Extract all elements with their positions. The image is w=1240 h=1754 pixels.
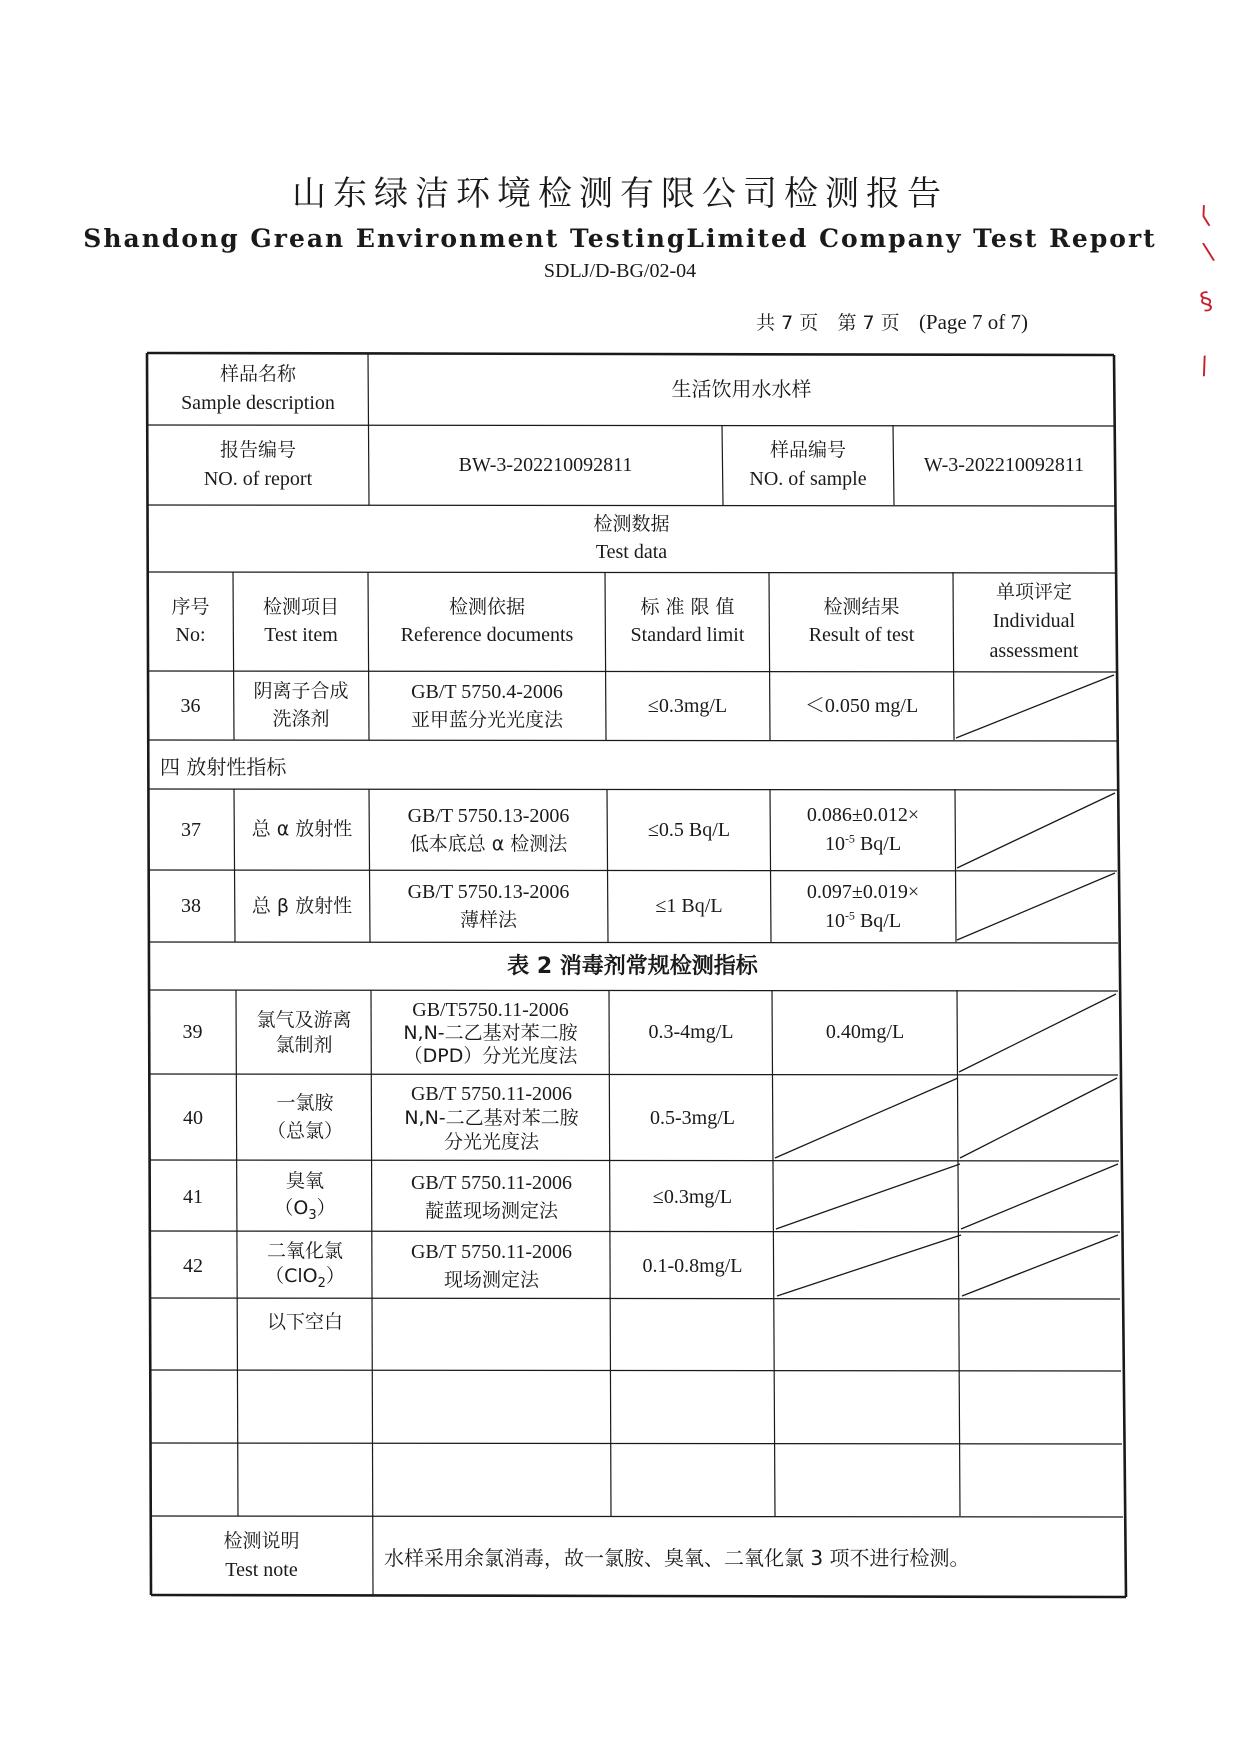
row-38-result: 0.097±0.019× $10^{-5}$ Bq/L bbox=[806, 880, 920, 932]
column-header-standard-limit: 标 准 限 值 Standard limit bbox=[630, 595, 745, 647]
sample-description-label: 样品名称 Sample description bbox=[181, 363, 335, 414]
column-header-result: 检测结果 Result of test bbox=[808, 595, 915, 647]
document-code: SDLJ/D-BG/02-04 bbox=[543, 260, 697, 282]
table-border-bottom bbox=[151, 1595, 1126, 1597]
row-36-item: 阴离子合成 洗涤剂 bbox=[253, 680, 349, 730]
page-total: 共 7 页 bbox=[756, 312, 819, 334]
seal-fragment-mark: ∖ bbox=[1196, 237, 1219, 269]
row-39-no: 39 bbox=[182, 1021, 203, 1043]
row-38-no: 38 bbox=[181, 895, 201, 917]
report-title-cn: 山东绿洁环境检测有限公司检测报告 bbox=[292, 174, 948, 214]
table-2-caption: 表 2 消毒剂常规检测指标 bbox=[507, 953, 758, 979]
page-current: 第 7 页 bbox=[837, 312, 900, 334]
row-37-item: 总 α 放射性 bbox=[251, 818, 353, 841]
row-37-limit: ≤0.5 Bq/L bbox=[647, 818, 731, 841]
column-header-no: 序号 No: bbox=[171, 595, 210, 647]
row-36-limit: ≤0.3mg/L bbox=[647, 694, 728, 717]
sample-number-label: 样品编号 NO. of sample bbox=[749, 439, 867, 490]
row-37-reference: GB/T 5750.13-2006 低本底总 α 检测法 bbox=[407, 804, 570, 855]
report-number-label: 报告编号 NO. of report bbox=[203, 439, 313, 490]
seal-fragment-mark: / bbox=[1196, 350, 1212, 381]
row-40-no: 40 bbox=[183, 1106, 203, 1129]
row-38-reference: GB/T 5750.13-2006 薄样法 bbox=[407, 881, 570, 932]
column-header-test-item: 检测项目 Test item bbox=[262, 595, 339, 647]
row-36-result: ＜0.050 mg/L bbox=[804, 694, 919, 717]
report-number-value: BW-3-202210092811 bbox=[458, 454, 633, 476]
report-title-en: Shandong Grean Environment TestingLimited Company Test Report bbox=[83, 224, 1157, 253]
section-radioactivity: 四 放射性指标 bbox=[160, 754, 287, 779]
sample-number-value: W-3-202210092811 bbox=[923, 454, 1085, 476]
row-40-item: 一氯胺 （总氯） bbox=[266, 1092, 343, 1142]
row-41-limit: ≤0.3mg/L bbox=[652, 1185, 733, 1208]
row-39-result: 0.40mg/L bbox=[825, 1021, 905, 1043]
seal-fragment-mark: ⟨ bbox=[1196, 200, 1214, 231]
row-42-no: 42 bbox=[183, 1254, 203, 1277]
page-en: (Page 7 of 7) bbox=[918, 310, 1028, 334]
row-42-item: 二氧化氯 （ClO$_2$） bbox=[265, 1240, 345, 1291]
test-note-value: 水样采用余氯消毒，故一氯胺、臭氧、二氧化氯 3 项不进行检测。 bbox=[384, 1546, 970, 1570]
sample-description-value: 生活饮用水水样 bbox=[671, 377, 812, 401]
row-39-limit: 0.3-4mg/L bbox=[648, 1021, 734, 1043]
row-38-item: 总 β 放射性 bbox=[251, 894, 353, 917]
row-41-reference: GB/T 5750.11-2006 靛蓝现场测定法 bbox=[410, 1171, 573, 1222]
row-37-no: 37 bbox=[181, 818, 201, 841]
row-36-reference: GB/T 5750.4-2006 亚甲蓝分光光度法 bbox=[410, 680, 563, 731]
row-38-limit: ≤1 Bq/L bbox=[655, 895, 723, 917]
row-42-reference: GB/T 5750.11-2006 现场测定法 bbox=[410, 1240, 573, 1291]
column-header-reference: 检测依据 Reference documents bbox=[400, 595, 574, 647]
test-note-label: 检测说明 Test note bbox=[223, 1530, 300, 1581]
row-37-result: 0.086±0.012× $10^{-5}$ Bq/L bbox=[806, 804, 920, 855]
row-42-limit: 0.1-0.8mg/L bbox=[642, 1254, 743, 1277]
seal-fragment-mark: § bbox=[1196, 285, 1216, 317]
row-40-limit: 0.5-3mg/L bbox=[650, 1106, 735, 1129]
column-header-assessment: 单项评定 Individual assessment bbox=[989, 580, 1079, 663]
row-39-reference: GB/T5750.11-2006 N,N-二乙基对苯二胺 （DPD）分光光度法 bbox=[403, 998, 578, 1067]
blank-below-note: 以下空白 bbox=[266, 1311, 343, 1334]
row-39-item: 氯气及游离 氯制剂 bbox=[256, 1008, 352, 1056]
row-40-reference: GB/T 5750.11-2006 N,N-二乙基对苯二胺 分光光度法 bbox=[404, 1082, 579, 1153]
test-data-heading: 检测数据 Test data bbox=[593, 512, 670, 564]
row-41-item: 臭氧 $(O_3)$ bbox=[274, 1169, 336, 1224]
row-41-no: 41 bbox=[183, 1185, 203, 1208]
row-36-no: 36 bbox=[180, 694, 201, 717]
